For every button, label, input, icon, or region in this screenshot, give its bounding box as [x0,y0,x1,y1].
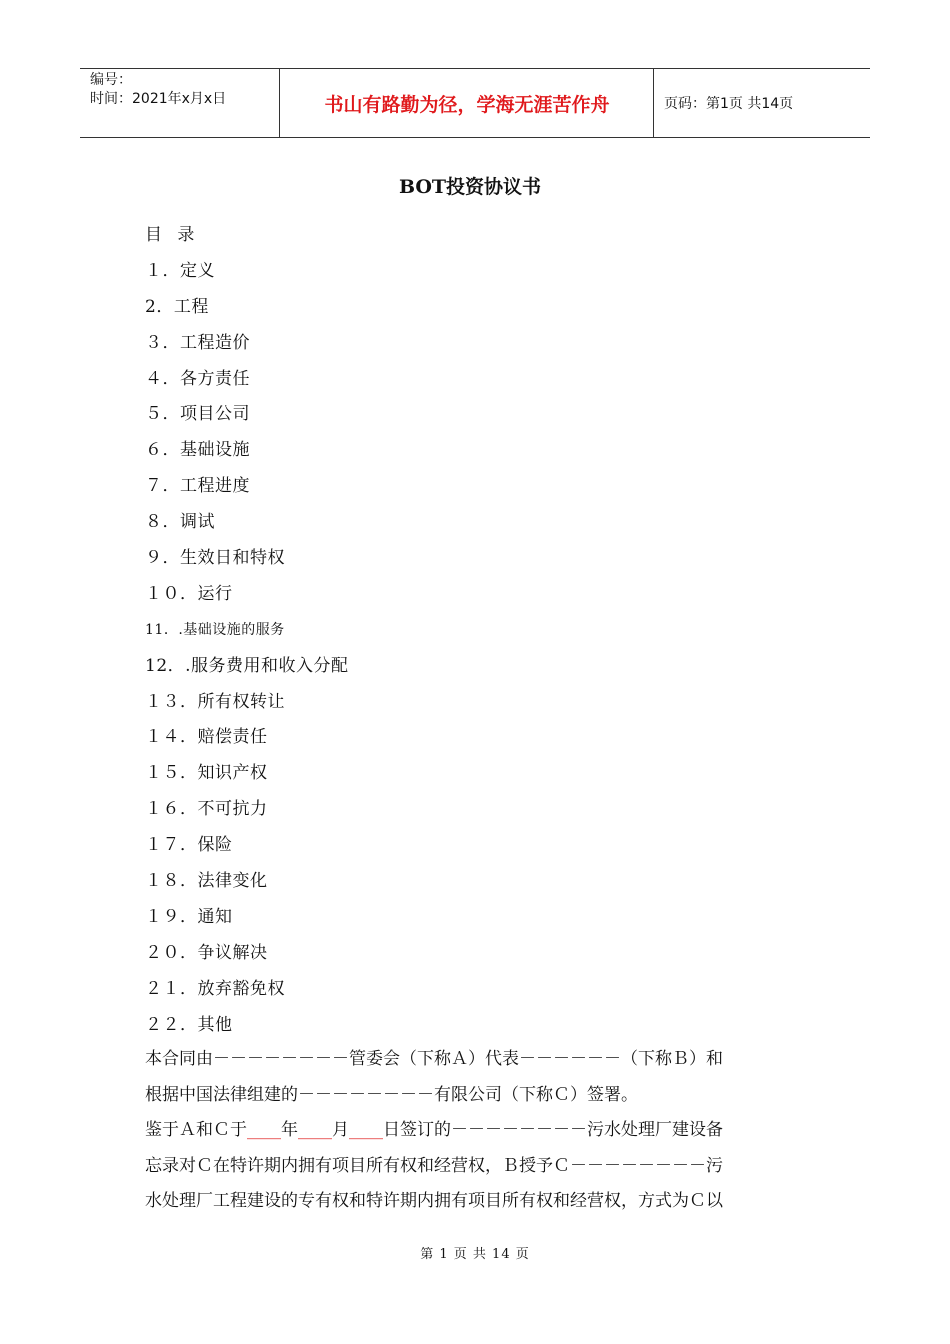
body-text-segment: 日签订的－－－－－－－－污水处理厂建设备 [383,1120,723,1140]
body-paragraph-line [145,1113,807,1149]
document-code-label: 编号： [90,72,132,88]
blank-month: ____ [298,1120,332,1140]
toc-item: １９．通知 [145,906,233,927]
toc-item: ５．项目公司 [145,404,250,425]
toc-item: １４．赔偿责任 [145,727,268,748]
body-paragraph-line: 本合同由－－－－－－－－管委会（下称Ａ）代表－－－－－－（下称Ｂ）和 [145,1049,723,1069]
toc-item: ３．工程造价 [145,332,250,353]
toc-item: １３．所有权转让 [145,691,285,712]
toc-item: 12．.服务费用和收入分配 [145,655,349,676]
toc-item: ６．基础设施 [145,440,250,461]
document-title: BOT投资协议书 [398,176,542,198]
year-label: 年 [281,1120,298,1140]
toc-item: ７．工程进度 [145,476,250,497]
toc-item: １７．保险 [145,835,233,856]
toc-item: １５．知识产权 [145,763,268,784]
page-header [80,68,870,138]
toc-heading: 目 录 [145,225,200,245]
month-label: 月 [332,1120,349,1140]
document-date: 时间：2021年x月x日 [90,91,227,107]
page-footer: 第 1 页 共 14 页 [420,1247,530,1262]
toc-item: １６．不可抗力 [145,799,268,820]
body-text-segment: 鉴于Ａ和Ｃ于 [145,1120,247,1140]
body-paragraph-line: 水处理厂工程建设的专有权和特许期内拥有项目所有权和经营权，方式为Ｃ以 [145,1191,723,1211]
body-paragraph-line: 根据中国法律组建的－－－－－－－－有限公司（下称Ｃ）签署。 [145,1084,638,1105]
toc-item: ９．生效日和特权 [145,548,285,569]
body-text [145,1042,807,1220]
toc-item: ４．各方责任 [145,368,250,389]
toc-item: ２２．其他 [145,1014,233,1035]
toc-item: １０．运行 [145,583,233,604]
header-motto-cell [281,69,654,137]
toc-item: 2．工程 [145,296,209,317]
header-page-info: 页码：第1页 共14页 [664,96,794,112]
table-of-contents [145,222,349,1047]
toc-item: １８．法律变化 [145,871,268,892]
body-paragraph-line: 忘录对Ｃ在特许期内拥有项目所有权和经营权，Ｂ授予Ｃ－－－－－－－－污 [145,1155,723,1176]
toc-item: ２１．放弃豁免权 [145,978,285,999]
header-meta [80,69,280,137]
toc-item: ８．调试 [145,512,215,533]
toc-item: １．定义 [145,260,215,281]
blank-year: ____ [247,1120,281,1140]
header-motto: 书山有路勤为径，学海无涯苦作舟 [324,93,610,116]
toc-item: ２０．争议解决 [145,942,268,963]
blank-day: ____ [349,1120,383,1140]
toc-item: 11．.基础设施的服务 [145,621,285,638]
